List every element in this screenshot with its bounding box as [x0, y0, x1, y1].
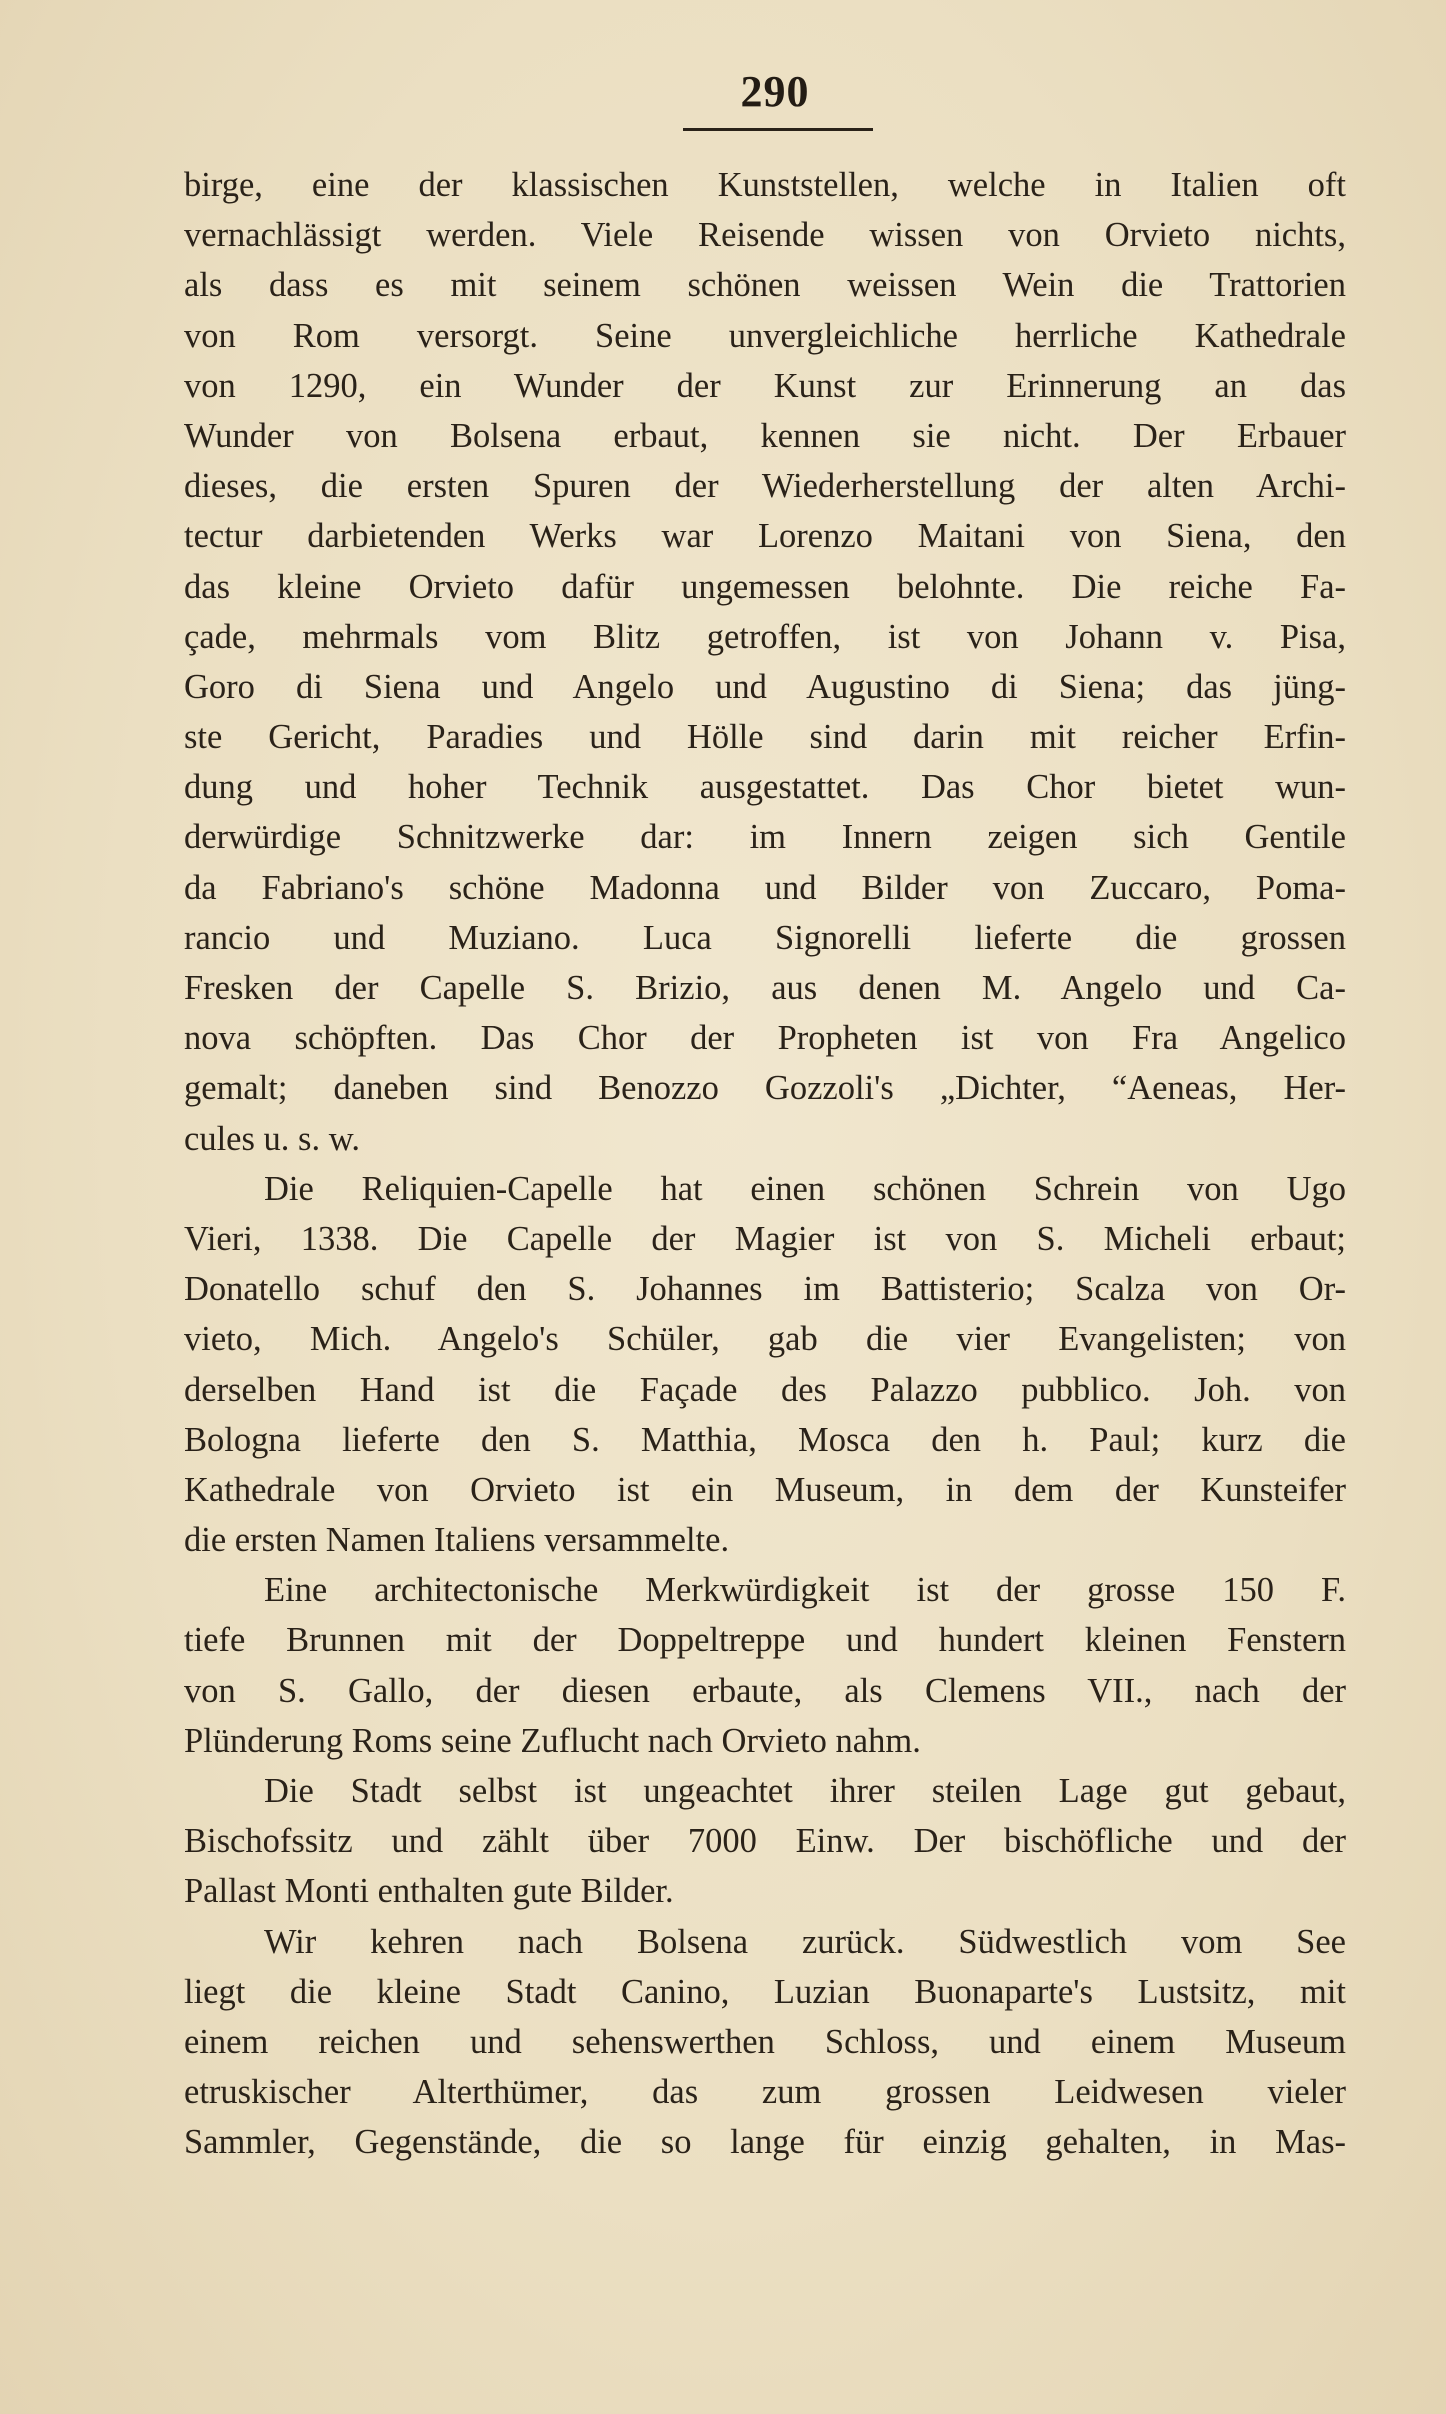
text-line: einem reichen und sehenswerthen Schloss, und einem Museum [184, 2022, 1346, 2061]
text-line: Sammler, Gegenstände, die so lange für einzig gehalten, in Mas- [184, 2123, 1346, 2162]
text-line: Die Stadt selbst ist ungeachtet ihrer steilen Lage gut gebaut, [264, 1772, 1346, 1810]
text-line: Donatello schuf den S. Johannes im Battisterio; Scalza von Or- [184, 1270, 1346, 1309]
text-line: Kathedrale von Orvieto ist ein Museum, in dem der Kunsteifer [184, 1470, 1346, 1509]
text-line: von S. Gallo, der diesen erbaute, als Clemens VII., nach der [184, 1671, 1346, 1710]
body-text [184, 160, 1346, 2168]
text-line: Vieri, 1338. Die Capelle der Magier ist von S. Micheli erbaut; [184, 1219, 1346, 1258]
text-line: von 1290, ein Wunder der Kunst zur Erinnerung an das [184, 366, 1346, 405]
text-line: Wunder von Bolsena erbaut, kennen sie nicht. Der Erbauer [184, 416, 1346, 455]
text-line: Eine architectonische Merkwürdigkeit ist der grosse 150 F. [264, 1571, 1346, 1610]
page-number-rule [683, 128, 873, 131]
text-line: Pallast Monti enthalten gute Bilder. [184, 1872, 674, 1911]
text-line: ste Gericht, Paradies und Hölle sind darin mit reicher Erfin- [184, 718, 1346, 757]
text-line: da Fabriano's schöne Madonna und Bilder von Zuccaro, Poma- [184, 868, 1346, 907]
text-line: Fresken der Capelle S. Brizio, aus denen M. Angelo und Ca- [184, 969, 1346, 1007]
text-line: gemalt; daneben sind Benozzo Gozzoli's „Dichter, “Aeneas, Her- [184, 1069, 1346, 1108]
text-line: derwürdige Schnitzwerke dar: im Innern zeigen sich Gentile [184, 818, 1346, 857]
text-line: vieto, Mich. Angelo's Schüler, gab die vier Evangelisten; von [184, 1320, 1346, 1359]
text-line: tiefe Brunnen mit der Doppeltreppe und hundert kleinen Fenstern [184, 1621, 1346, 1660]
text-line: etruskischer Alterthümer, das zum grossen Leidwesen vieler [184, 2073, 1346, 2112]
text-line: liegt die kleine Stadt Canino, Luzian Buonaparte's Lustsitz, mit [184, 1972, 1346, 2011]
text-line: çade, mehrmals vom Blitz getroffen, ist von Johann v. Pisa, [184, 617, 1346, 656]
text-line: die ersten Namen Italiens versammelte. [184, 1521, 730, 1560]
page-number: 290 [740, 67, 810, 116]
text-line: dieses, die ersten Spuren der Wiederherstellung der alten Archi- [184, 467, 1346, 506]
text-line: birge, eine der klassischen Kunststellen, welche in Italien oft [184, 166, 1346, 204]
text-line: Goro di Siena und Angelo und Augustino di Siena; das jüng- [184, 667, 1346, 706]
text-line: dung und hoher Technik ausgestattet. Das Chor bietet wun- [184, 768, 1346, 807]
text-line: Bischofssitz und zählt über 7000 Einw. Der bischöfliche und der [184, 1822, 1346, 1861]
text-line: Wir kehren nach Bolsena zurück. Südwestlich vom See [264, 1922, 1346, 1961]
text-line: Bologna lieferte den S. Matthia, Mosca den h. Paul; kurz die [184, 1420, 1346, 1459]
text-line: von Rom versorgt. Seine unvergleichliche herrliche Kathedrale [184, 316, 1346, 355]
text-line: nova schöpften. Das Chor der Propheten ist von Fra Angelico [184, 1019, 1346, 1058]
text-line: als dass es mit seinem schönen weissen Wein die Trattorien [184, 266, 1346, 305]
text-line: das kleine Orvieto dafür ungemessen belohnte. Die reiche Fa- [184, 567, 1346, 606]
text-line: cules u. s. w. [184, 1119, 360, 1158]
text-line: Die Reliquien-Capelle hat einen schönen Schrein von Ugo [264, 1169, 1346, 1208]
text-line: rancio und Muziano. Luca Signorelli lieferte die grossen [184, 918, 1346, 957]
text-line: derselben Hand ist die Façade des Palazzo pubblico. Joh. von [184, 1370, 1346, 1409]
text-line: tectur darbietenden Werks war Lorenzo Maitani von Siena, den [184, 517, 1346, 556]
text-line: vernachlässigt werden. Viele Reisende wissen von Orvieto nichts, [184, 216, 1346, 255]
text-line: Plünderung Roms seine Zuflucht nach Orvieto nahm. [184, 1721, 921, 1760]
